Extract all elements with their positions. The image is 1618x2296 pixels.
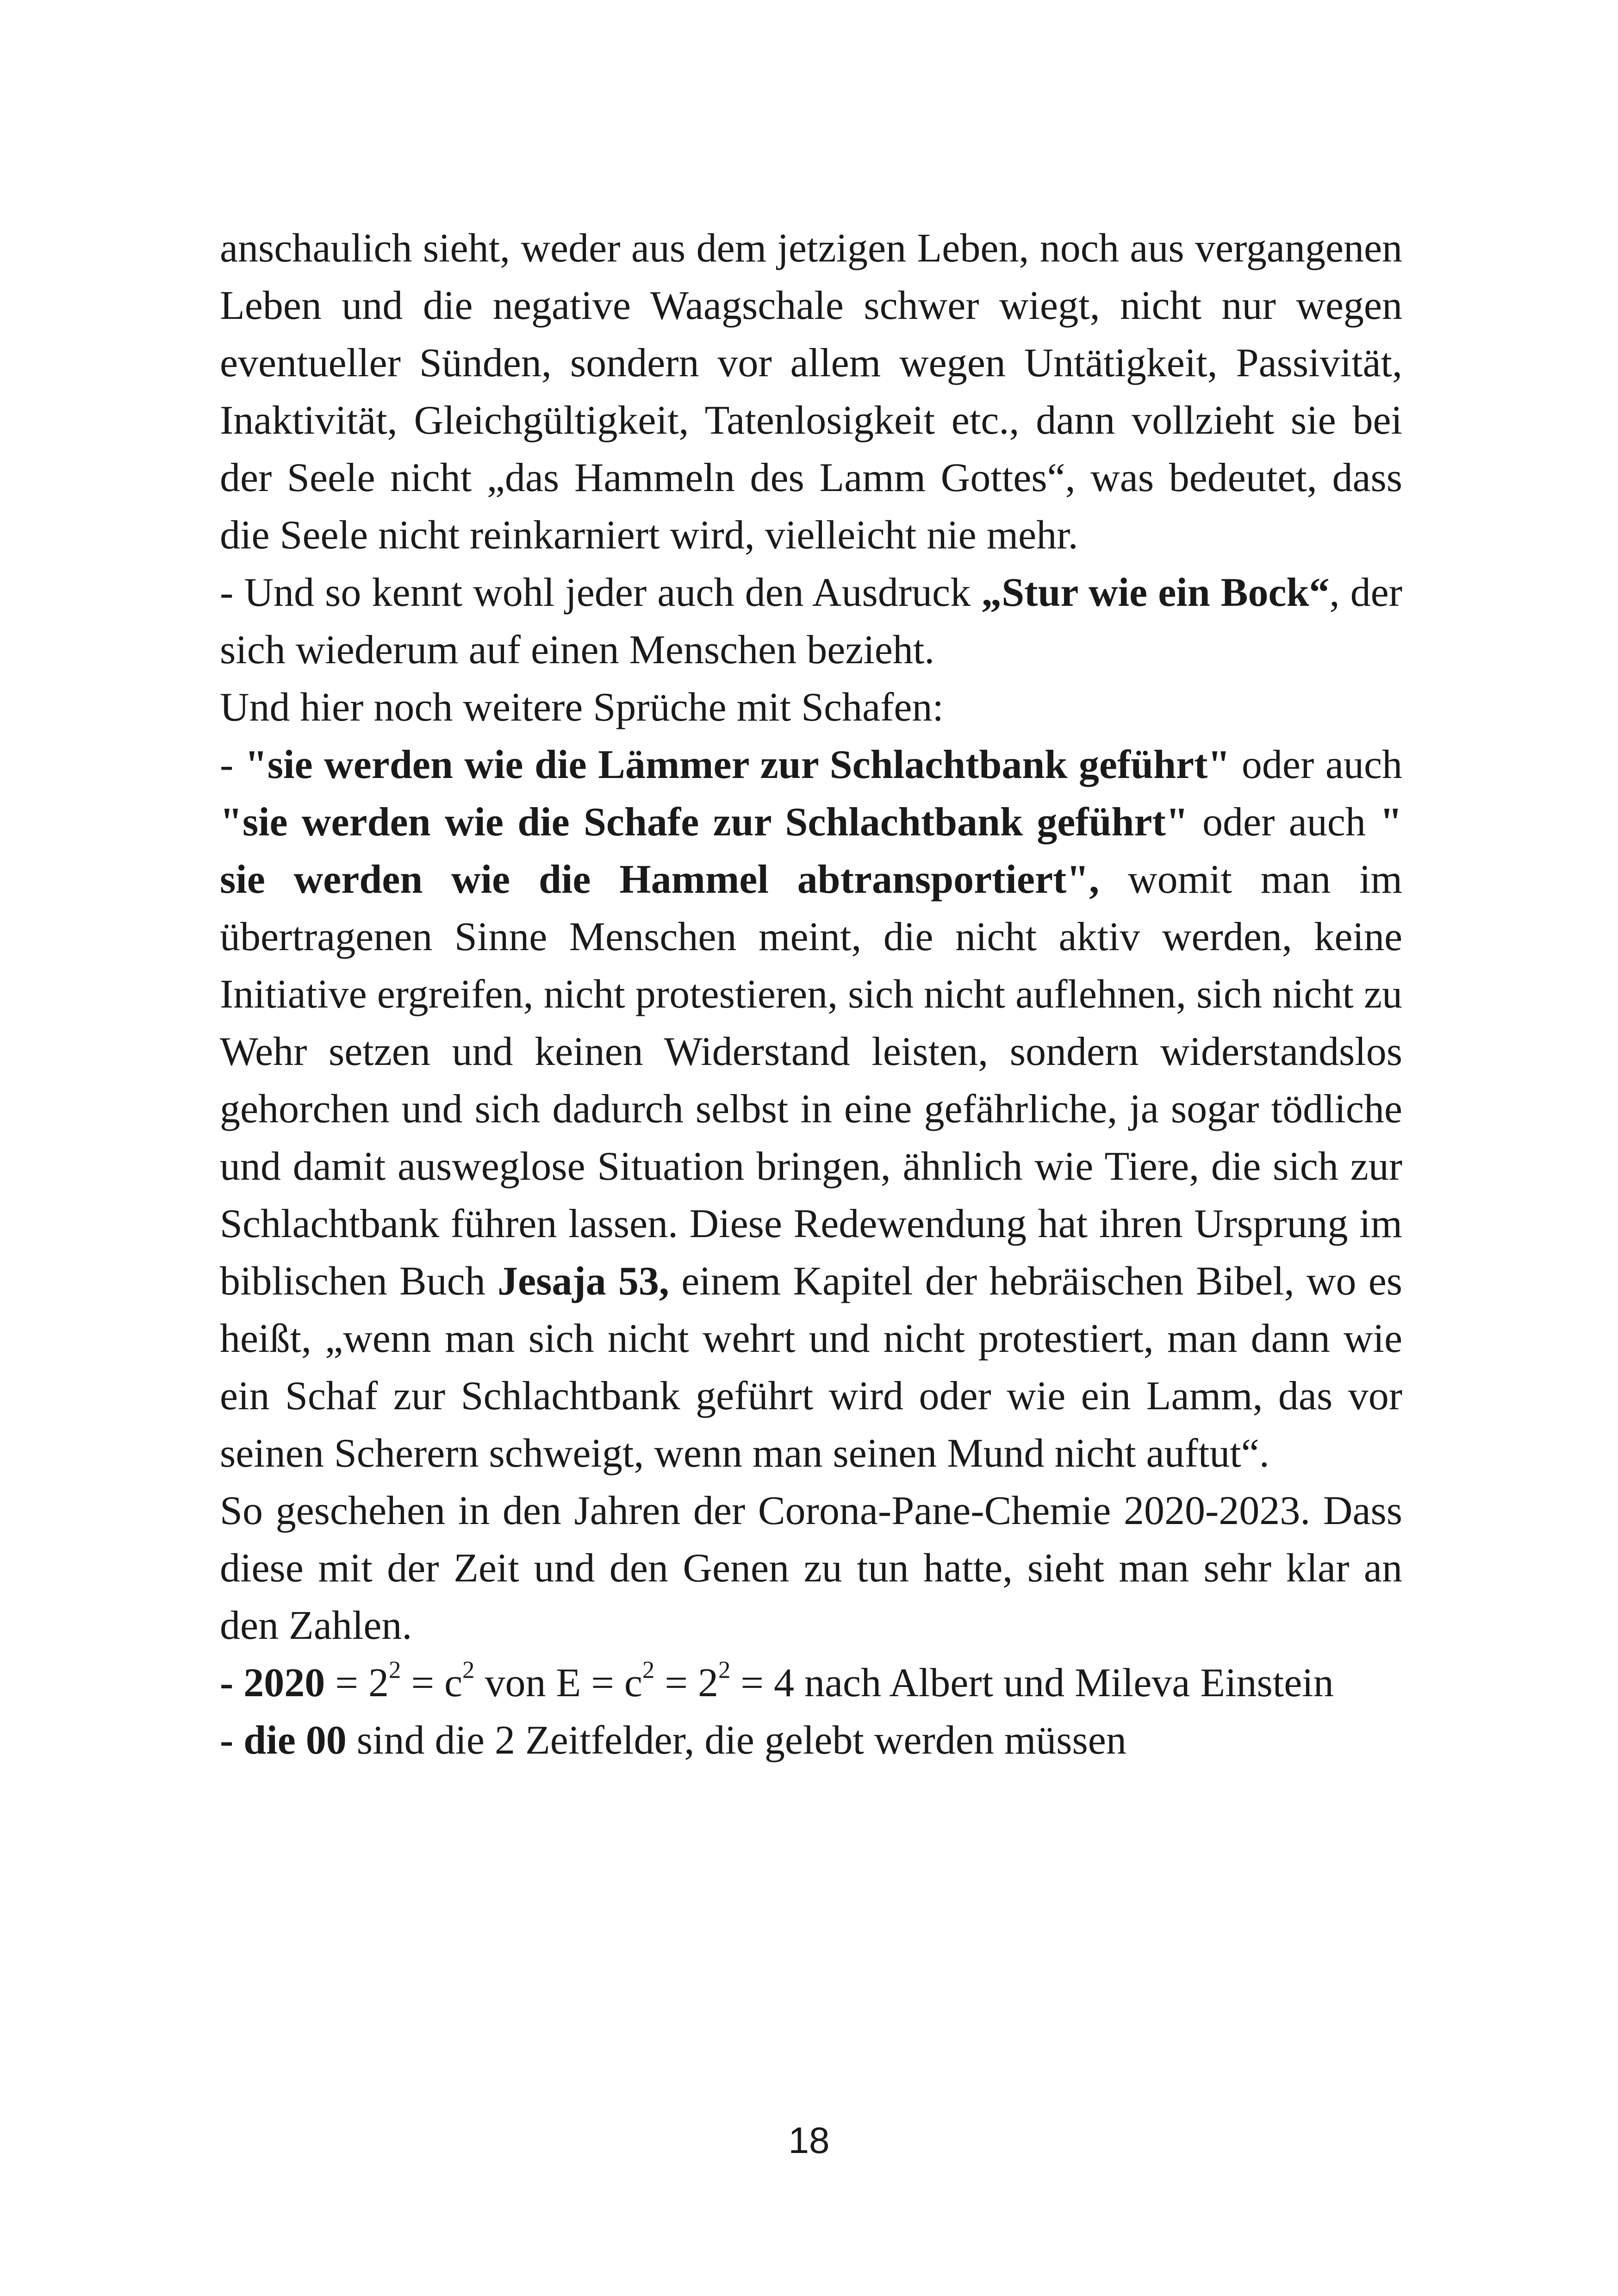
text-run: sind die 2 Zeitfelder, die gelebt werden müssen bbox=[346, 1718, 1126, 1763]
text-run: = 2 bbox=[654, 1661, 718, 1705]
paragraph-1: anschaulich sieht, weder aus dem jetzigen Leben, noch aus vergangenen Leben und die negative Waagschale schwer wiegt, nicht nur wegen eventueller Sünden, sondern vor allem wegen Untätigkeit, Passivität, Inaktivität, Gleichgültigkeit, Tatenlosigkeit etc., dann vollzieht sie bei der Seele nicht „das Hammeln des Lamm Gottes“, was bedeutet, dass die Seele nicht reinkarniert wird, vielleicht nie mehr. bbox=[220, 226, 1402, 558]
text-run: = 4 nach Albert und Mileva Einstein bbox=[730, 1661, 1334, 1705]
paragraph-6 bbox=[220, 1655, 1402, 1712]
bold-lead: - 2020 bbox=[220, 1661, 325, 1705]
bold-quote-3: " sie werden wie die Hammel abtransportiert", bbox=[220, 800, 1403, 902]
paragraph-2 bbox=[220, 564, 1402, 679]
superscript: 2 bbox=[642, 1656, 655, 1684]
superscript: 2 bbox=[462, 1656, 475, 1684]
text-run: = c bbox=[401, 1661, 463, 1705]
bold-phrase: „Stur wie ein Bock“ bbox=[981, 570, 1330, 615]
text-run: = 2 bbox=[325, 1661, 389, 1705]
text-run: von E = c bbox=[474, 1661, 642, 1705]
text-run: womit man im übertragenen Sinne Menschen meint, die nicht aktiv werden, keine Initiative ergreifen, nicht protestieren, sich nicht auflehnen, sich nicht zu Wehr setzen und keinen Widerstand leisten, sondern widerstandslos gehorchen und sich dadurch selbst in eine gefährliche, ja sogar tödliche und damit ausweglose Situation bringen, ähnlich wie Tiere, die sich zur Schlachtbank führen lassen. Diese Redewendung hat ihren Ursprung im biblischen Buch bbox=[220, 857, 1402, 1304]
paragraph-3: Und hier noch weitere Sprüche mit Schafen: bbox=[220, 685, 944, 730]
paragraph-7 bbox=[220, 1712, 1402, 1769]
text-run: einem Kapitel der hebräischen Bibel, wo es heißt, „wenn man sich nicht wehrt und nicht protestiert, man dann wie ein Schaf zur Schlachtbank geführt wird oder wie ein Lamm, das vor seinen Scherern schweigt, wenn man seinen Mund nicht auftut“. bbox=[220, 1259, 1403, 1476]
text-run: , der sich wiederum auf einen Menschen bezieht. bbox=[220, 570, 1403, 672]
bold-quote-2: "sie werden wie die Schafe zur Schlachtbank geführt" bbox=[220, 800, 1189, 845]
paragraph-4 bbox=[220, 736, 1402, 1482]
superscript: 2 bbox=[388, 1656, 401, 1684]
text-run: oder auch bbox=[1188, 800, 1380, 845]
page-body bbox=[220, 220, 1402, 1769]
text-run: - Und so kennt wohl jeder auch den Ausdruck bbox=[220, 570, 982, 615]
paragraph-5: So geschehen in den Jahren der Corona-Pane-Chemie 2020-2023. Dass diese mit der Zeit und den Genen zu tun hatte, sieht man sehr klar an den Zahlen. bbox=[220, 1488, 1402, 1648]
bold-lead: - die 00 bbox=[220, 1718, 347, 1763]
text-run: oder auch bbox=[1230, 742, 1402, 787]
bold-quote-1: "sie werden wie die Lämmer zur Schlachtbank geführt" bbox=[244, 742, 1231, 787]
text-run: - bbox=[220, 742, 245, 787]
page-number: 18 bbox=[788, 2120, 830, 2161]
superscript: 2 bbox=[718, 1656, 731, 1684]
bold-reference: Jesaja 53, bbox=[498, 1259, 669, 1304]
